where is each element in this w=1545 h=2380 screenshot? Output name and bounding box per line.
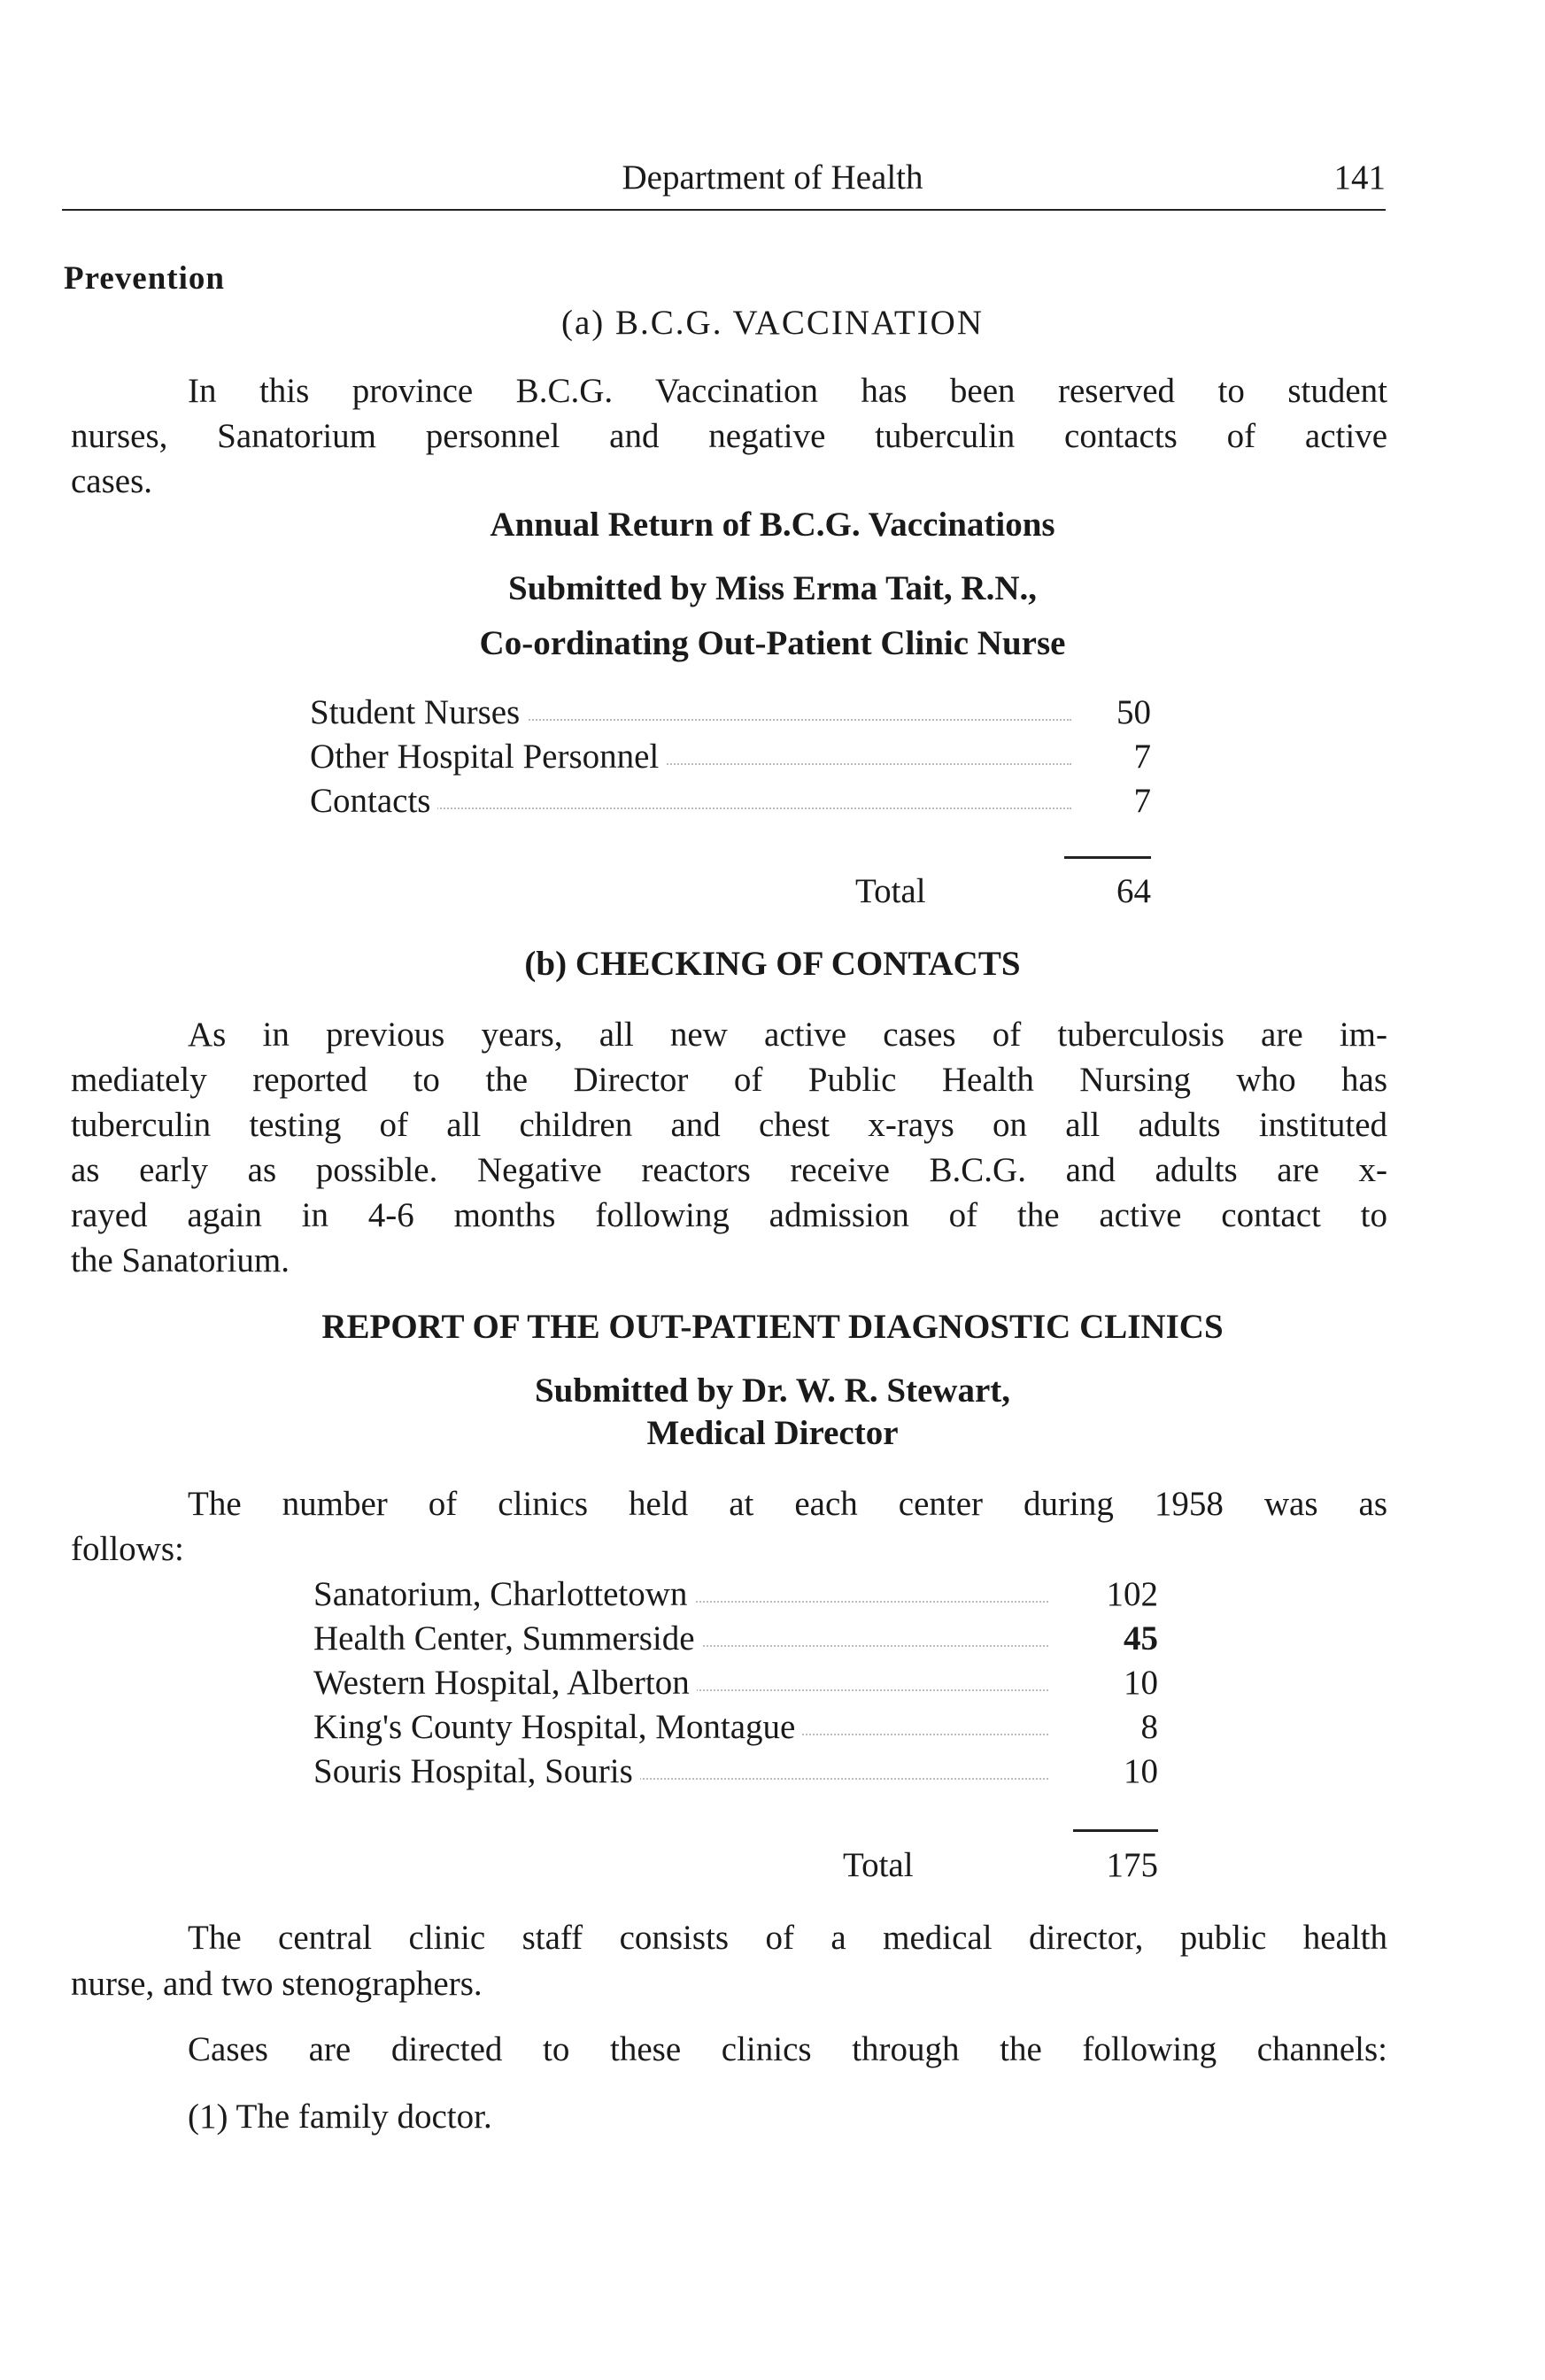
submitted-by: Submitted by Dr. W. R. Stewart,: [534, 1372, 1011, 1410]
paragraph-line: In this province B.C.G. Vaccination has been reserved to student: [188, 372, 1387, 410]
table-row: [310, 735, 1151, 779]
row-label: Sanatorium, Charlottetown: [313, 1572, 694, 1617]
page-number: 141: [1333, 158, 1386, 197]
paragraph-line: cases.: [71, 462, 153, 500]
submitted-role: Co-ordinating Out-Patient Clinic Nurse: [479, 624, 1066, 662]
header-title: Department of Health: [622, 158, 923, 197]
submitted-role: Medical Director: [646, 1414, 899, 1452]
row-value: 10: [1124, 1752, 1158, 1790]
row-value: 102: [1106, 1575, 1158, 1613]
paragraph-line: As in previous years, all new active cases of tuberculosis are im-: [188, 1016, 1387, 1054]
section-heading-c: REPORT OF THE OUT-PATIENT DIAGNOSTIC CLINICS: [321, 1308, 1224, 1346]
paragraph-line: as early as possible. Negative reactors receive B.C.G. and adults are x-: [71, 1151, 1387, 1189]
section-heading-b: (b) CHECKING OF CONTACTS: [524, 945, 1021, 983]
paragraph-line: nurse, and two stenographers.: [71, 1965, 483, 2003]
row-value: 7: [1133, 782, 1151, 820]
section-heading-a: (a) B.C.G. VACCINATION: [561, 304, 984, 342]
paragraph-line: mediately reported to the Director of Public Health Nursing who has: [71, 1061, 1387, 1099]
total-value: 175: [1106, 1846, 1158, 1884]
paragraph-line: The number of clinics held at each center during 1958 was as: [188, 1485, 1387, 1523]
paragraph-line: follows:: [71, 1530, 184, 1568]
list-item: (1) The family doctor.: [188, 2098, 492, 2136]
table-title: Annual Return of B.C.G. Vaccinations: [490, 506, 1055, 544]
paragraph-line: the Sanatorium.: [71, 1241, 290, 1279]
row-label: King's County Hospital, Montague: [313, 1705, 802, 1750]
page-header: [0, 156, 1545, 200]
table-row: [313, 1705, 1158, 1750]
side-heading: Prevention: [64, 260, 225, 297]
header-rule: [62, 209, 1386, 211]
total-label: Total: [855, 872, 926, 910]
row-label: Contacts: [310, 779, 437, 823]
row-value: 45: [1124, 1619, 1158, 1658]
paragraph-line: nurses, Sanatorium personnel and negative tuberculin contacts of active: [71, 417, 1387, 455]
table-row: [313, 1661, 1158, 1705]
row-label: Souris Hospital, Souris: [313, 1750, 640, 1794]
table-row: [313, 1572, 1158, 1617]
row-label: Other Hospital Personnel: [310, 735, 666, 779]
row-label: Student Nurses: [310, 691, 527, 735]
total-rule: [1073, 1829, 1158, 1832]
total-value: 64: [1116, 872, 1151, 910]
row-value: 8: [1140, 1708, 1158, 1746]
paragraph-line: rayed again in 4-6 months following admission of the active contact to: [71, 1196, 1387, 1234]
row-label: Health Center, Summerside: [313, 1617, 702, 1661]
paragraph-line: Cases are directed to these clinics through the following channels:: [188, 2030, 1387, 2068]
paragraph-line: tuberculin testing of all children and chest x-rays on all adults instituted: [71, 1106, 1387, 1144]
row-value: 50: [1116, 693, 1151, 731]
table-row: [310, 691, 1151, 735]
row-value: 10: [1124, 1664, 1158, 1702]
total-rule: [1064, 856, 1151, 859]
submitted-by: Submitted by Miss Erma Tait, R.N.,: [508, 569, 1037, 607]
paragraph-line: The central clinic staff consists of a medical director, public health: [188, 1919, 1387, 1957]
row-label: Western Hospital, Alberton: [313, 1661, 697, 1705]
table-row: [313, 1617, 1158, 1661]
table-row: [313, 1750, 1158, 1794]
table-row: [310, 779, 1151, 823]
row-value: 7: [1133, 738, 1151, 776]
total-label: Total: [843, 1846, 914, 1884]
